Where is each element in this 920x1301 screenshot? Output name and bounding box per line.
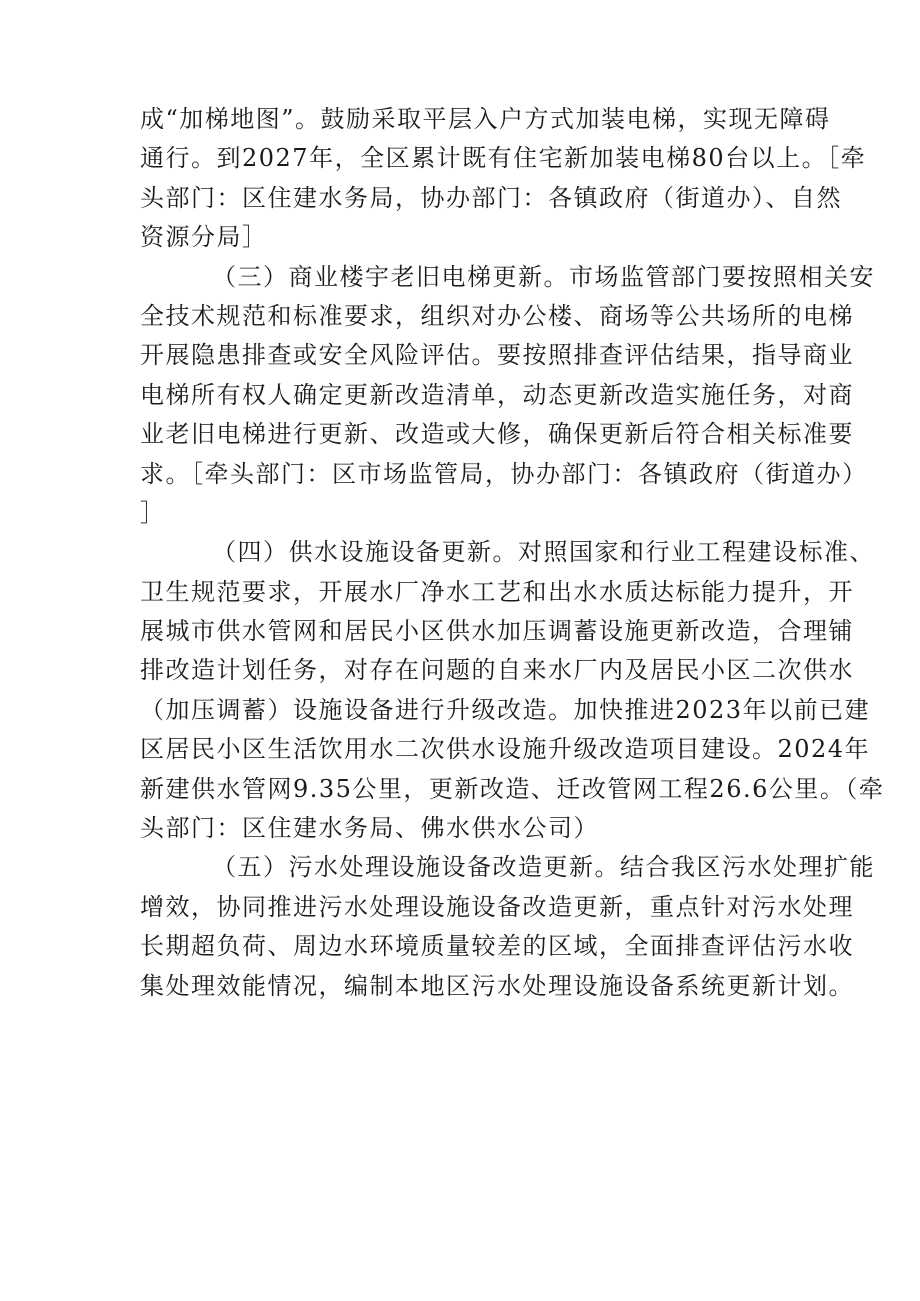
text-line: 头部门：区住建水务局，协办部门：各镇政府（街道办）、自然 — [140, 183, 842, 212]
text-line: 业老旧电梯进行更新、改造或大修，确保更新后符合相关标准要 — [140, 420, 854, 449]
text-line: （五）污水处理设施设备改造更新。结合我区污水处理扩能 — [212, 853, 875, 882]
text-line: 长期超负荷、周边水环境质量较差的区域，全面排查评估污水收 — [140, 932, 854, 961]
text-line: 求。［牵头部门：区市场监管局，协办部门：各镇政府（街道办） — [140, 459, 868, 488]
text-line: 通行。到2027年，全区累计既有住宅新加装电梯80台以上。［牵 — [140, 144, 867, 173]
paragraph-sewage-treatment-renewal — [140, 848, 875, 1006]
text-line: 头部门：区住建水务局、佛水供水公司） — [140, 814, 599, 843]
text-line: ］ — [140, 498, 166, 527]
text-line: （加压调蓄）设施设备进行升级改造。加快推进2023年以前已建 — [140, 695, 871, 724]
text-line: 成“加梯地图”。鼓励采取平层入户方式加装电梯，实现无障碍 — [140, 105, 831, 133]
text-line: 集处理效能情况，编制本地区污水处理设施设备系统更新计划。 — [140, 971, 854, 1000]
text-line: 全技术规范和标准要求，组织对办公楼、商场等公共场所的电梯 — [140, 301, 854, 330]
text-line: 开展隐患排查或安全风险评估。要按照排查评估结果，指导商业 — [140, 341, 854, 370]
paragraph-commercial-elevator-renewal — [140, 258, 875, 534]
text-line: 增效，协同推进污水处理设施设备改造更新，重点针对污水处理 — [140, 892, 854, 921]
text-line: 排改造计划任务，对存在问题的自来水厂内及居民小区二次供水 — [140, 656, 854, 685]
document-body — [140, 100, 885, 1006]
paragraph-elevator-installation — [140, 100, 867, 258]
text-line: 资源分局］ — [140, 223, 268, 252]
text-line: 新建供水管网9.35公里，更新改造、迁改管网工程26.6公里。（牵 — [140, 774, 885, 803]
text-line: 展城市供水管网和居民小区供水加压调蓄设施更新改造，合理铺 — [140, 617, 854, 646]
text-line: （三）商业楼宇老旧电梯更新。市场监管部门要按照相关安 — [212, 262, 875, 291]
text-line: （四）供水设施设备更新。对照国家和行业工程建设标准、 — [212, 538, 875, 567]
paragraph-water-supply-renewal — [140, 533, 885, 848]
text-line: 区居民小区生活饮用水二次供水设施升级改造项目建设。2024年 — [140, 735, 871, 764]
text-line: 电梯所有权人确定更新改造清单，动态更新改造实施任务，对商 — [140, 380, 854, 409]
text-line: 卫生规范要求，开展水厂净水工艺和出水水质达标能力提升，开 — [140, 577, 854, 606]
